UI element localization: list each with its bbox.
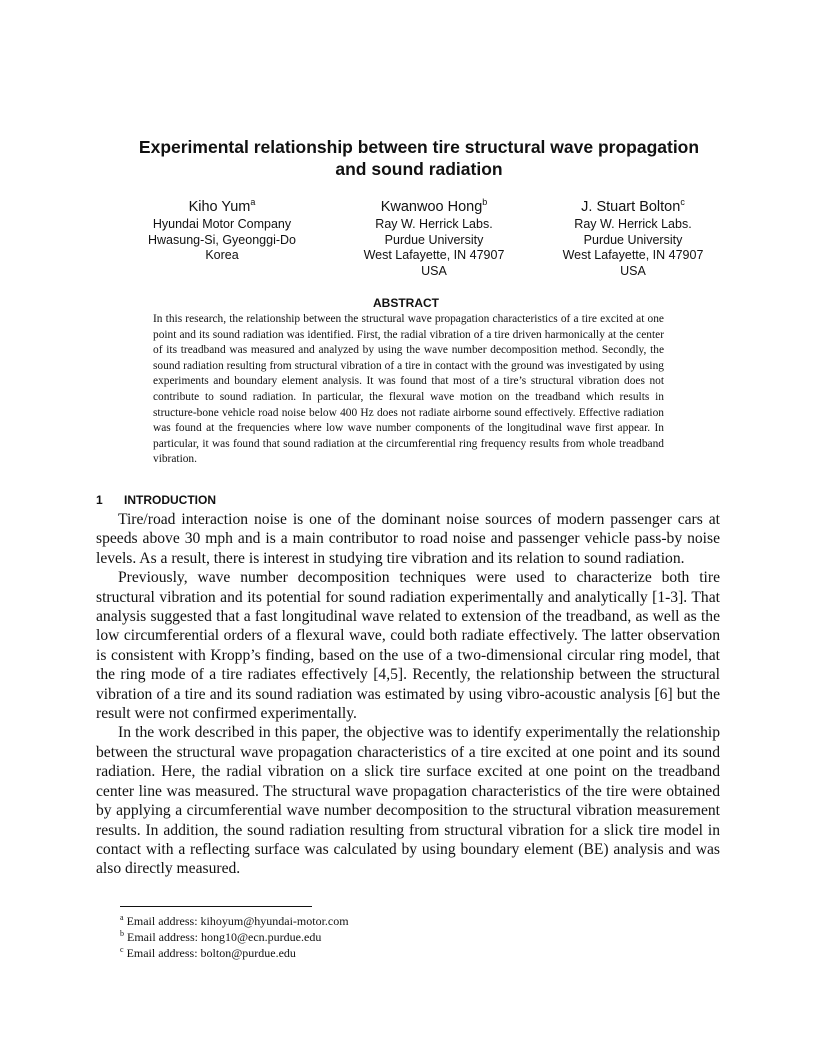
- paper-title: [96, 136, 742, 180]
- section-title: INTRODUCTION: [124, 493, 216, 507]
- affiliation-line: USA: [620, 263, 646, 278]
- affiliation-line: Purdue University: [583, 232, 683, 247]
- affiliation-line: USA: [421, 263, 447, 278]
- body-paragraph: In the work described in this paper, the objective was to identify experimentally the relationship between the structural wave propagation characteristics of a tire excited at one point and its sound radiation. Here, the radial vibration on a slick tire surface excited at one point on the treadband center line was measured. The structural wave propagation characteristics of the tire were obtained by applying a circumferential wave number decomposition to the structural vibration measurement results. In addition, the sound radiation resulting from structural vibration for a slick tire model in contact with a reflecting surface was calculated by using boundary element (BE) analysis and was also directly measured.: [96, 724, 720, 878]
- body-paragraph: Previously, wave number decomposition techniques were used to characterize both tire structural vibration and its potential for sound radiation experimentally and analytically [1-3]. That analysis suggested that a fast longitudinal wave related to extension of the treadband, as well as the low circumferential orders of a flexural wave, could both radiate effectively. The latter observation is consistent with Kropp’s finding, based on the use of a two-dimensional circular ring model, that the ring mode of a tire radiates effectively [4,5]. Recently, the relationship between the structural vibration of a tire and its sound radiation was estimated by using vibro-acoustic analysis [6] but the result were not confirmed experimentally.: [96, 569, 720, 723]
- author-hong: [336, 197, 532, 279]
- author-name: Kiho Yum$^a$: [188, 197, 256, 215]
- author-name: J. Stuart Bolton$^c$: [581, 197, 685, 215]
- section-heading-introduction: [96, 493, 216, 507]
- affiliation-line: Hwasung-Si, Gyeonggi-Do: [148, 232, 296, 247]
- footnote-item: $^b$ Email address: hong10@ecn.purdue.edu: [120, 929, 322, 944]
- introduction-body: [96, 510, 720, 879]
- body-paragraph: Tire/road interaction noise is one of the dominant noise sources of modern passenger cars at speeds above 30 mph and is a main contributor to road noise and passenger vehicle pass-by noise levels. As a result, there is interest in studying tire vibration and its relation to sound radiation.: [96, 511, 720, 567]
- author-bolton: [535, 197, 731, 279]
- title-line-1: Experimental relationship between tire structural wave propagation: [138, 137, 700, 157]
- author-name: Kwanwoo Hong$^b$: [380, 197, 488, 215]
- footnote-divider: [120, 906, 312, 907]
- footnote-item: $^c$ Email address: bolton@purdue.edu: [120, 945, 296, 960]
- affiliation-line: Hyundai Motor Company: [152, 217, 292, 231]
- author-yum: [124, 197, 320, 264]
- abstract-heading: ABSTRACT: [373, 296, 439, 310]
- title-line-2: and sound radiation: [335, 159, 503, 179]
- affiliation-line: Purdue University: [384, 232, 484, 247]
- footnotes: [120, 913, 620, 961]
- author-block: [130, 197, 720, 277]
- affiliation-line: Ray W. Herrick Labs.: [574, 217, 692, 231]
- section-number: 1: [96, 493, 103, 507]
- affiliation-line: Ray W. Herrick Labs.: [375, 217, 493, 231]
- affiliation-line: West Lafayette, IN 47907: [363, 248, 505, 262]
- footnote-item: $^a$ Email address: kihoyum@hyundai-motor.com: [120, 913, 349, 928]
- affiliation-line: West Lafayette, IN 47907: [562, 248, 704, 262]
- affiliation-line: Korea: [205, 248, 239, 262]
- abstract-text: In this research, the relationship between the structural wave propagation characteristics of a tire excited at one point and its sound radiation was identified. First, the radial vibration of a tire driven harmonically at the center of its treadband was measured and analyzed by using the wave number decomposition method. Secondly, the sound radiation resulting from structural vibration of a tire in contact with the ground was investigated by using experiments and boundary element analysis. It was found that most of a tire’s structural vibration does not contribute to sound radiation. In particular, the flexural wave motion on the treadband which results in structure-bone vehicle road noise below 400 Hz does not radiate airborne sound effectively. Effective radiation was found at the frequencies where low wave number components of the longitudinal wave first appear. In particular, it was found that sound radiation at the circumferential ring frequency results from whole treadband vibration.: [153, 313, 664, 466]
